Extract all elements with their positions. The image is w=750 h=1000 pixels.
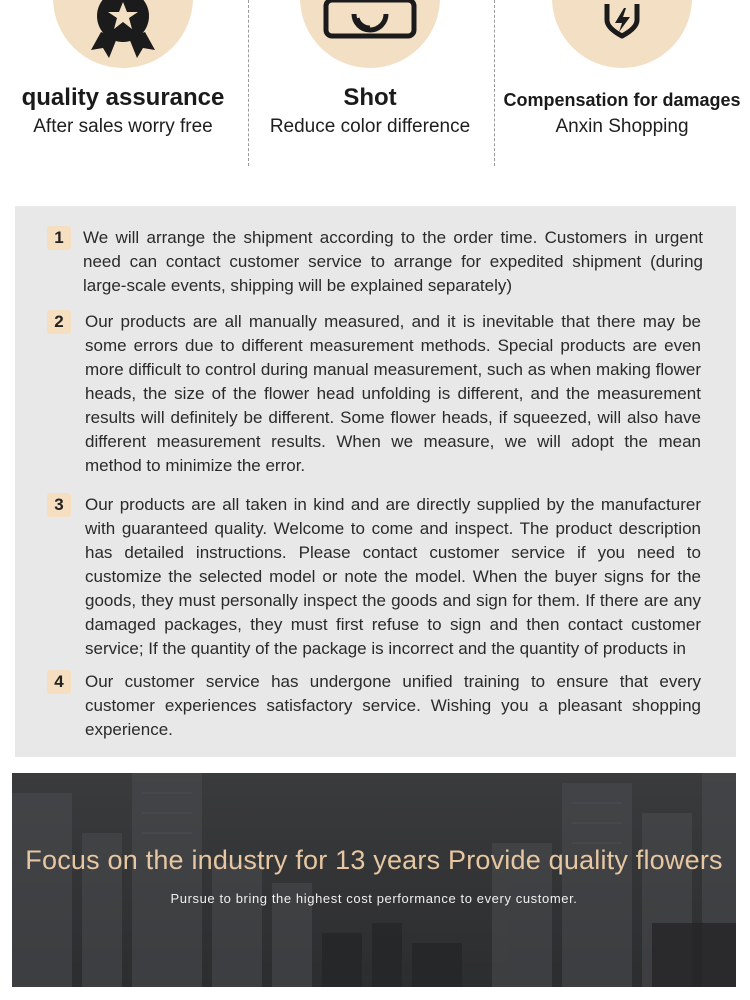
notice-number-badge: 4 — [47, 670, 71, 694]
feature-compensation — [494, 0, 750, 170]
city-skyline-background — [12, 773, 736, 987]
notice-number-badge: 3 — [47, 493, 71, 517]
award-ribbon-icon — [53, 0, 193, 68]
camera-icon — [300, 0, 440, 68]
notice-text: We will arrange the shipment according to the order time. Customers in urgent need can contact customer service to arrange for expedited shipment (during large-scale events, shipping will be explained separately) — [83, 228, 703, 295]
feature-title: quality assurance — [21, 84, 225, 111]
feature-subtitle: After sales worry free — [33, 116, 213, 137]
banner-subtitle: Pursue to bring the highest cost performance to every customer. — [170, 891, 578, 906]
feature-title: Compensation for damages — [503, 90, 741, 110]
feature-title: Shot — [343, 84, 397, 111]
shield-bolt-icon — [552, 0, 692, 68]
notice-text: Our products are all taken in kind and are directly supplied by the manufacturer with guaranteed quality. Welcome to come and inspect. The product description has detailed instructions. Please contact customer service if you need to customize the selected model or note the model. When the buyer signs for the goods, they must personally inspect the goods and sign for them. If there are any damaged packages, they must first refuse to sign and then contact customer service; If the quantity of the package is incorrect and the quantity of products in — [85, 495, 701, 658]
feature-row — [0, 0, 750, 170]
feature-subtitle: Anxin Shopping — [555, 116, 689, 137]
notice-number-badge: 2 — [47, 310, 71, 334]
feature-quality-assurance — [0, 0, 246, 170]
purchase-notice-panel — [15, 206, 736, 757]
feature-subtitle: Reduce color difference — [269, 116, 471, 137]
notice-text: Our products are all manually measured, and it is inevitable that there may be some errors due to different measurement methods. Special products are even more difficult to control during manual measurement, such as when making flower heads, the size of the flower head unfolding is different, and the measurement results will definitely be different. Some flower heads, if squeezed, will also have different measurement results. When we measure, we will adopt the mean method to minimize the error. — [85, 312, 701, 475]
notice-number-badge: 1 — [47, 226, 71, 250]
promo-banner — [12, 773, 736, 987]
banner-title: Focus on the industry for 13 years Provide quality flowers — [25, 845, 723, 875]
feature-shot — [247, 0, 493, 170]
notice-text: Our customer service has undergone unified training to ensure that every customer experiences satisfactory service. Wishing you a pleasant shopping experience. — [85, 672, 701, 739]
